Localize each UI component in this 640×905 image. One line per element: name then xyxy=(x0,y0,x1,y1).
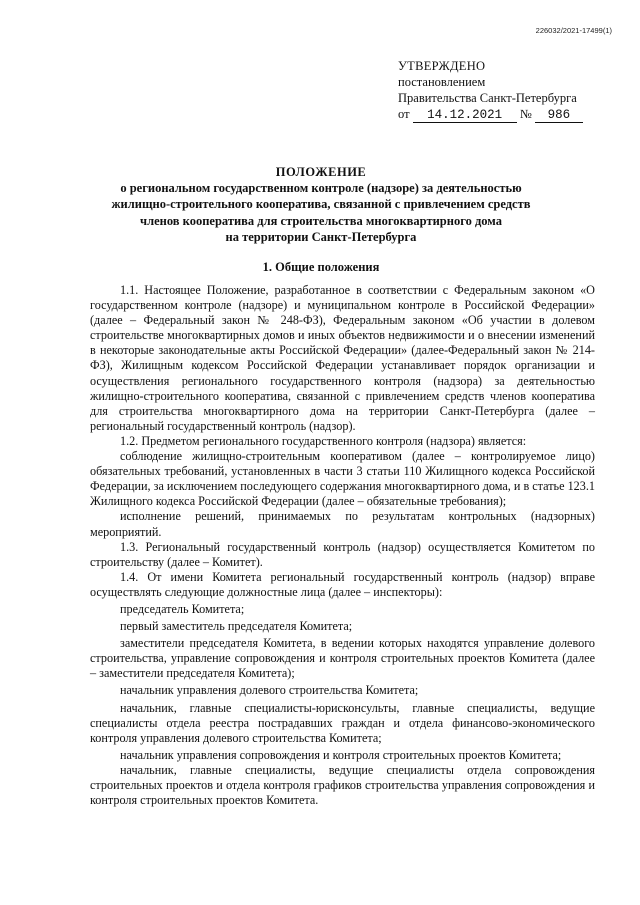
title-line: на территории Санкт-Петербурга xyxy=(225,229,417,244)
document-body xyxy=(90,283,595,808)
paragraph: начальник, главные специалисты-юрисконсульты, главные специалисты, ведущие специалисты отдела реестра пострадавших граждан и отдела финансово-экономического контроля управления долевого строительства Комитета; xyxy=(90,700,595,745)
paragraph: 1.3. Региональный государственный контроль (надзор) осуществляется Комитетом по строительству (далее – Комитет). xyxy=(90,539,595,569)
title-line: жилищно-строительного кооператива, связанной с привлечением средств xyxy=(111,197,531,212)
paragraph: председатель Комитета; xyxy=(120,601,245,616)
section-title: 1. Общие положения xyxy=(262,260,380,274)
title-line: членов кооператива для строительства многоквартирного дома xyxy=(140,213,502,228)
approval-date: 14.12.2021 xyxy=(413,109,517,123)
approval-stamp xyxy=(398,58,618,123)
paragraph: начальник, главные специалисты, ведущие специалисты отдела сопровождения строительных проектов и отдела контроля графиков строительства управления сопровождения и контроля строительных проектов Комитета. xyxy=(90,762,595,808)
paragraph: начальник управления долевого строительства Комитета; xyxy=(120,683,419,698)
approval-heading: УТВЕРЖДЕНО xyxy=(398,59,486,73)
paragraph: заместители председателя Комитета, в ведении которых находятся управление долевого строительства, управление сопровождения и контроля строительных проектов Комитета (далее – заместители председателя Комитета); xyxy=(90,636,595,681)
paragraph: исполнение решений, принимаемых по результатам контрольных (надзорных) мероприятий. xyxy=(90,509,595,539)
title-main: ПОЛОЖЕНИЕ xyxy=(275,165,367,179)
number-prefix: № xyxy=(519,107,532,121)
approval-by: постановлением xyxy=(398,75,486,89)
paragraph: соблюдение жилищно-строительным кооперативом (далее – контролируемое лицо) обязательных требований, установленных в части 3 статьи 110 Жилищного кодекса Российской Федерации, за исключением последующего содержания многоквартирного дома, и в статье 123.1 Жилищного кодекса Российской Федерации (далее – обязательные требования); xyxy=(90,449,595,509)
paragraph: первый заместитель председателя Комитета; xyxy=(120,619,353,634)
document-number: 226032/2021-17499(1) xyxy=(535,26,612,35)
paragraph: 1.1. Настоящее Положение, разработанное в соответствии с Федеральным законом «О государственном контроле (надзоре) и муниципальном контроле в Российской Федерации» (далее – Федеральный закон № 248-ФЗ), Федеральным законом «Об участии в долевом строительстве многоквартирных домов и иных объектов недвижимости и о внесении изменений в некоторые законодательные акты Российской Федерации» (далее-Федеральный закон № 214-ФЗ), Жилищным кодексом Российской Федерации устанавливает порядок организации и осуществления регионального государственного контроля (надзора) за деятельностью жилищно-строительного кооператива, связанной с привлечением средств членов кооператива для строительства многоквартирного дома на территории Санкт-Петербурга (далее – региональный государственный контроль (надзор). xyxy=(90,283,595,433)
approval-authority: Правительства Санкт-Петербурга xyxy=(398,91,577,105)
paragraph: 1.4. От имени Комитета региональный государственный контроль (надзор) вправе осуществлять следующие должностные лица (далее – инспекторы): xyxy=(90,569,595,599)
approval-date-line xyxy=(398,106,618,123)
approval-number: 986 xyxy=(535,109,583,123)
document-title xyxy=(88,164,554,245)
date-prefix: от xyxy=(398,107,410,121)
title-line: о региональном государственном контроле (надзоре) за деятельностью xyxy=(120,181,522,196)
paragraph: 1.2. Предметом регионального государственного контроля (надзора) является: xyxy=(120,433,527,448)
paragraph: начальник управления сопровождения и контроля строительных проектов Комитета; xyxy=(120,747,562,762)
